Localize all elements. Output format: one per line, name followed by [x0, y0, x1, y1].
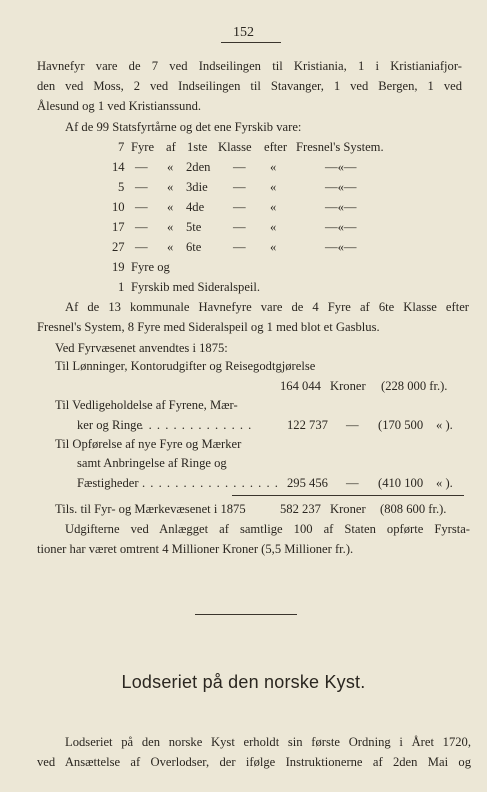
expense-wages-amount: 164 044 — [280, 379, 321, 393]
page-number: 152 — [233, 25, 254, 40]
expense-build-amount: 295 456 — [287, 476, 328, 490]
expense-build-fr: (410 100 — [378, 476, 424, 490]
expense-maint-leader: . . . . . . . . . . . . . . . — [132, 418, 253, 432]
closing-line-2: tioner har været omtrent 4 Millioner Kroner (5,5 Millioner fr.). — [37, 542, 354, 556]
expense-maint-fr: (170 500 — [378, 418, 424, 432]
expense-total-label: Tils. til Fyr- og Mærkevæsenet i 1875 — [55, 502, 246, 516]
sum-rule — [232, 495, 464, 496]
expense-build-fr-end: « ). — [436, 476, 453, 490]
expense-total-fr: (808 600 fr.). — [380, 502, 447, 516]
expense-maint-label-2: ker og Ringe — [77, 418, 143, 432]
header-rule — [221, 42, 281, 43]
municipal-line-2: Fresnel's System, 8 Fyre med Sideralspeil og 1 med blot et Gasblus. — [37, 320, 380, 334]
expense-build-label-2: samt Anbringelse af Ringe og — [77, 456, 227, 470]
expense-build-dash: — — [346, 476, 359, 490]
section-line-1: Lodseriet på den norske Kyst erholdt sin første Ordning i Året 1720, — [65, 735, 471, 749]
state-intro: Af de 99 Statsfyrtårne og det ene Fyrskib vare: — [65, 120, 302, 134]
municipal-line-1: Af de 13 kommunale Havnefyre vare de 4 Fyre af 6te Klasse efter — [65, 300, 469, 314]
expense-intro: Ved Fyrvæsenet anvendtes i 1875: — [55, 341, 228, 355]
section-line-2: ved Ansættelse af Overlodser, der ifølge Instruktionerne af 2den Mai og — [37, 755, 471, 769]
section-heading: Lodseriet på den norske Kyst. — [121, 672, 366, 692]
closing-line-1: Udgifterne ved Anlægget af samtlige 100 af Staten opførte Fyrsta- — [65, 522, 470, 536]
expense-maint-amount: 122 737 — [287, 418, 328, 432]
expense-build-label-1: Til Opførelse af nye Fyre og Mærker — [55, 437, 242, 451]
expense-build-leader: . . . . . . . . . . . . . . . . . — [142, 476, 279, 490]
expense-maint-label-1: Til Vedligeholdelse af Fyrene, Mær- — [55, 398, 238, 412]
section-divider — [195, 614, 297, 615]
expense-total-unit: Kroner — [330, 502, 366, 516]
expense-wages-label: Til Lønninger, Kontorudgifter og Reisegodtgjørelse — [55, 359, 316, 373]
expense-wages-unit: Kroner — [330, 379, 366, 393]
expense-build-label-3: Fæstigheder — [77, 476, 139, 490]
expense-total-amount: 582 237 — [280, 502, 321, 516]
document-page: 152 Havnefyr vare de 7 ved Indseilingen til Kristiania, 1 i Kristianiafjor- den ved Moss, 2 ved Indseilingen til Stavanger, 1 ved Bergen, 1 ved Ålesund og 1 ved Kristianssund. Af de 99 Statsfyrtårne og det ene Fyrskib vare: 7 Fyre af 1ste Klasse efter Fresnel's System. 14 — « 2den — « —«— 5 — « 3die — « —«— 10 — « 4de — « —«— 17 — « 5te — « —«— 27 — « 6te — « —«— 19 Fyre og 1 Fyrskib med Sideralspeil. Af de 13 kommunale Havnefyre vare de 4 Fyre af 6te Klasse efter Fresnel's System, 8 Fyre med Sideralspeil og 1 med blot et Gasblus. Ved Fyrvæsenet anvendtes i 1875: Til Lønninger, Kontorudgifter og Reisegodtgjørelse 164 044 Kroner (228 000 fr.). Til Vedligeholdelse af Fyrene, Mær- ker og Ringe . . . . . . . . . . . . . . . 122 737 — (170 500 « ). Til Opførelse af nye Fyre og Mærker samt Anbringelse af Ringe og Fæstigheder . . . . . . . . . . . . . . . . . 295 456 — (410 100 « ). Tils. til Fyr- og Mærkevæsenet i 1875 582 237 Kroner (808 600 fr.). Udgifterne ved Anlægget af samtlige 100 af Staten opførte Fyrsta- tioner har været omtrent 4 Millioner Kroner (5,5 Millioner fr.). Lodseriet på den norske Kyst. Lodseriet på den norske Kyst erholdt sin første Ordning i Året 1720, ved Ansættelse af Overlodser, der ifølge Instruktionerne af 2den Mai og — [0, 0, 487, 792]
intro-line-1: Havnefyr vare de 7 ved Indseilingen til Kristiania, 1 i Kristianiafjor- — [37, 59, 462, 73]
expense-maint-fr-end: « ). — [436, 418, 453, 432]
expense-maint-dash: — — [346, 418, 359, 432]
intro-line-2: den ved Moss, 2 ved Indseilingen til Stavanger, 1 ved Bergen, 1 ved — [37, 79, 462, 93]
expense-wages-fr: (228 000 fr.). — [381, 379, 448, 393]
intro-line-3: Ålesund og 1 ved Kristianssund. — [37, 99, 202, 113]
